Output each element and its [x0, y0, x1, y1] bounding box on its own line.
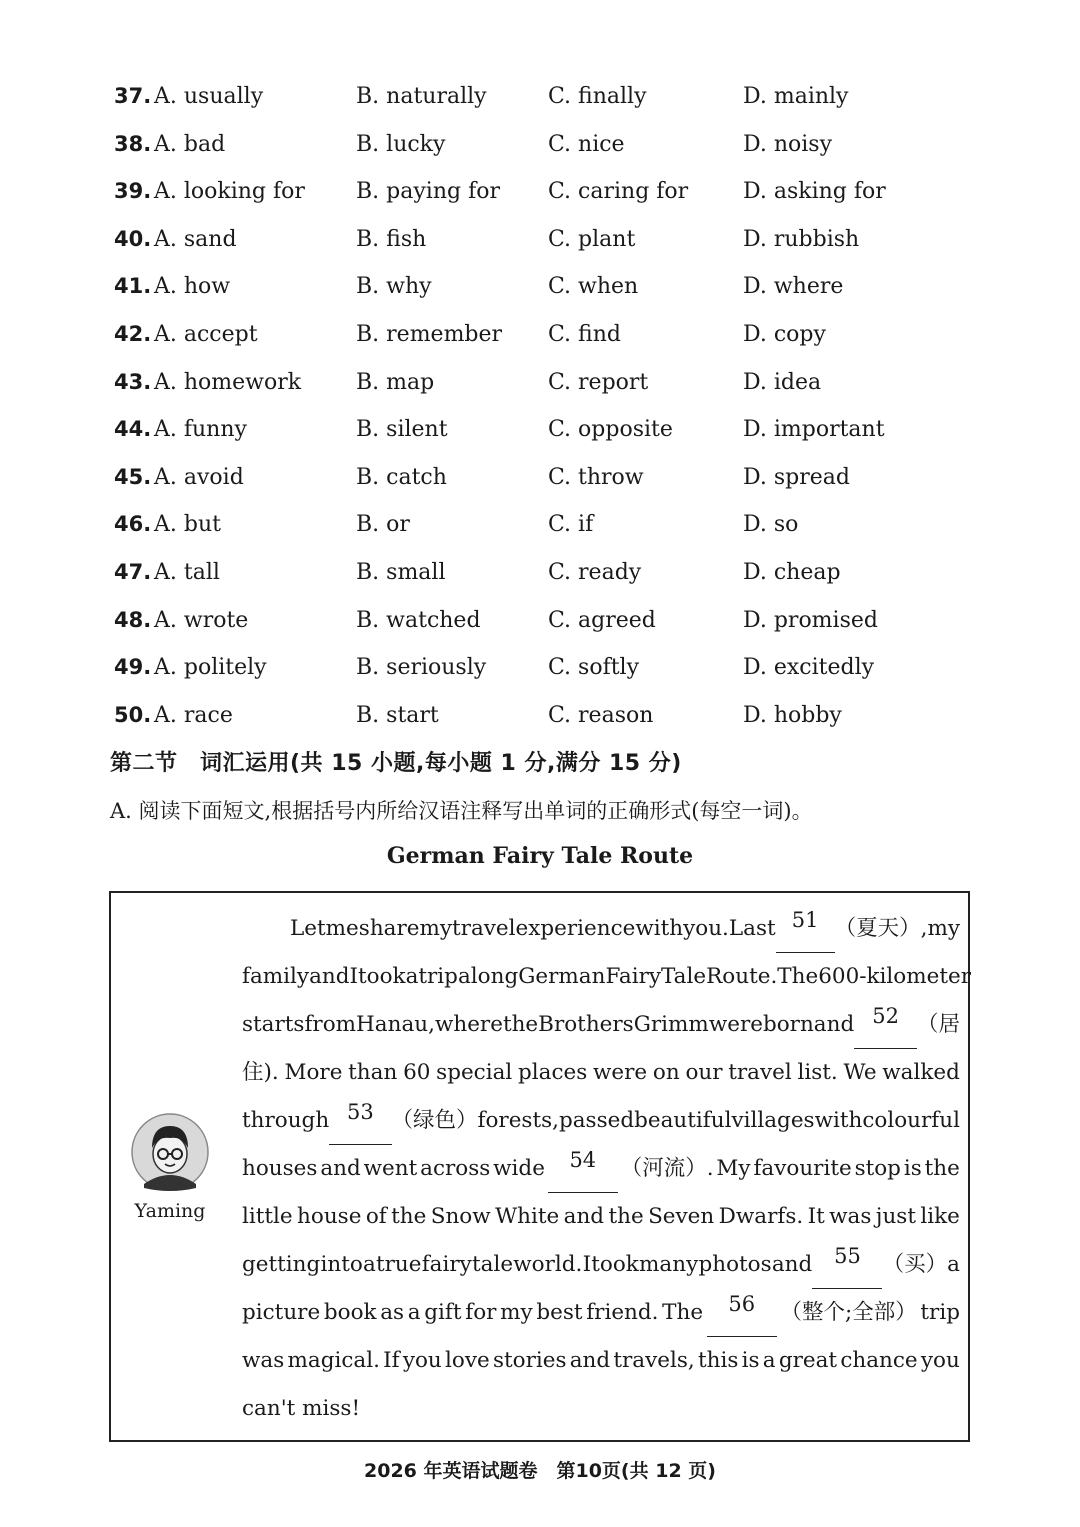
option-c: C. plant [548, 226, 636, 252]
passage-text [242, 905, 971, 1433]
passage-word: the [502, 1012, 539, 1037]
option-d: D. so [743, 512, 799, 538]
passage-word: was [242, 1348, 285, 1373]
avatar-icon [130, 1112, 210, 1192]
passage-word: you. [683, 916, 729, 941]
option-c: C. ready [548, 559, 642, 585]
passage-word: travel [452, 916, 516, 941]
passage-word: gift [424, 1300, 462, 1325]
passage-word: The [662, 1300, 704, 1325]
passage-word: my [500, 1300, 533, 1325]
question-row-45 [114, 459, 994, 507]
passage-line [242, 1097, 960, 1145]
passage-word: can't [242, 1396, 296, 1421]
passage-word: wide [493, 1156, 545, 1181]
option-a: A. funny [154, 417, 247, 443]
passage-word: White [495, 1204, 560, 1229]
passage-word: trip [418, 964, 458, 989]
passage-word: German [518, 964, 606, 989]
passage-word: Last [728, 916, 776, 941]
option-a: A. tall [154, 559, 220, 585]
passage-word: friend. [586, 1300, 659, 1325]
option-d: D. mainly [743, 84, 849, 109]
option-c: C. opposite [548, 417, 673, 443]
passage-word: travels, [613, 1348, 695, 1373]
option-c: C. find [548, 321, 621, 347]
passage-word: 60 [403, 1060, 431, 1085]
passage-word: the [924, 1156, 960, 1181]
option-b: B. naturally [356, 84, 487, 109]
passage-word: this [697, 1348, 739, 1373]
passage-word: on [652, 1060, 680, 1085]
question-number: 38. [114, 131, 152, 156]
passage-word: and [813, 1012, 855, 1037]
section-title: 第二节 词汇运用(共 15 小题,每小题 1 分,满分 15 分) [110, 751, 682, 776]
blank-51: 51 [776, 905, 835, 953]
question-number: 50. [114, 702, 152, 727]
passage-word: 600-kilometer [818, 964, 971, 989]
question-row-37 [114, 78, 994, 126]
passage-line [242, 1001, 960, 1049]
instruction-text: A. 阅读下面短文,根据括号内所给汉语注释写出单词的正确形式(每空一词)。 [110, 799, 813, 823]
passage-word: my [927, 916, 960, 941]
passage-word: and [309, 964, 350, 989]
passage-word: you [402, 1348, 442, 1373]
passage-word: walked [882, 1060, 960, 1085]
passage-line [242, 1337, 960, 1385]
blank-52: 52 [854, 1001, 917, 1049]
option-a: A. but [154, 512, 221, 538]
passage-word: forests, [477, 1108, 559, 1133]
passage-word: The [777, 964, 819, 989]
passage-word: with [814, 1108, 863, 1133]
passage-word: many [639, 1252, 699, 1277]
option-c: C. reason [548, 702, 654, 728]
passage-word: Brothers [538, 1012, 634, 1037]
option-c: C. caring for [548, 179, 689, 205]
passage-word: If [383, 1348, 400, 1373]
option-c: C. if [548, 512, 594, 538]
passage-line [242, 1193, 960, 1241]
passage-word: （夏天）, [834, 916, 928, 941]
question-row-49 [114, 649, 994, 697]
passage-word: 住). [242, 1060, 279, 1085]
question-row-47 [114, 554, 994, 602]
passage-word: beautiful [634, 1108, 732, 1133]
option-c: C. when [548, 274, 639, 300]
question-number: 41. [114, 274, 152, 299]
question-number: 49. [114, 655, 152, 680]
passage-word: We [843, 1060, 877, 1085]
options-list [114, 78, 994, 744]
passage-word: Snow [430, 1204, 491, 1229]
passage-word: tale [472, 1252, 514, 1277]
passage-word: with [635, 916, 684, 941]
option-d: D. excitedly [743, 655, 875, 681]
passage-word: like [920, 1204, 960, 1229]
question-row-42 [114, 316, 994, 364]
passage-word: you [920, 1348, 960, 1373]
option-b: B. fish [356, 226, 427, 252]
question-number: 46. [114, 512, 152, 537]
passage-line [242, 905, 960, 953]
passage-word: world. [513, 1252, 583, 1277]
passage-word: and [320, 1156, 361, 1181]
passage-word: （绿色） [391, 1108, 478, 1133]
option-d: D. important [743, 417, 885, 443]
passage-word: than [348, 1060, 398, 1085]
passage-line [242, 1289, 960, 1337]
option-a: A. how [154, 274, 231, 300]
option-b: B. paying for [356, 179, 500, 205]
passage-word: where [434, 1012, 503, 1037]
passage-word: the [608, 1204, 644, 1229]
passage-word: took [358, 964, 406, 989]
question-number: 39. [114, 179, 152, 204]
question-row-40 [114, 221, 994, 269]
option-b: B. remember [356, 321, 503, 347]
option-d: D. where [743, 274, 844, 300]
passage-word: went [363, 1156, 418, 1181]
question-number: 43. [114, 369, 152, 394]
passage-word: fairy [421, 1252, 472, 1277]
option-a: A. homework [154, 369, 302, 395]
passage-word: took [591, 1252, 639, 1277]
passage-word: and [569, 1348, 611, 1373]
option-b: B. seriously [356, 655, 487, 681]
passage-line [242, 1049, 960, 1097]
passage-word: family [242, 964, 310, 989]
question-number: 42. [114, 321, 152, 346]
option-a: A. bad [154, 131, 226, 157]
passage-word: our [685, 1060, 723, 1085]
passage-word: across [420, 1156, 491, 1181]
option-b: B. watched [356, 607, 481, 633]
passage-word: share [358, 916, 420, 941]
passage-line [242, 1241, 960, 1289]
passage-word: travel [728, 1060, 792, 1085]
passage-word: （居 [916, 1012, 960, 1037]
passage-word: Tale [661, 964, 707, 989]
passage-word: my [419, 916, 453, 941]
passage-word: My [716, 1156, 751, 1181]
passage-word: More [284, 1060, 343, 1085]
passage-word: chance [840, 1348, 918, 1373]
blank-55: 55 [812, 1241, 882, 1289]
option-d: D. promised [743, 607, 878, 633]
passage-word: magical. [287, 1348, 380, 1373]
passage-word: Let [290, 916, 326, 941]
passage-word: the [391, 1204, 427, 1229]
option-d: D. idea [743, 369, 822, 395]
passage-line [242, 953, 971, 1001]
passage-word: born [762, 1012, 814, 1037]
passage-word: Seven [648, 1204, 715, 1229]
option-d: D. asking for [743, 179, 886, 205]
passage-word: into [320, 1252, 363, 1277]
passage-word: is [903, 1156, 922, 1181]
passage-word: picture [242, 1300, 321, 1325]
blank-54: 54 [548, 1145, 618, 1193]
question-row-48 [114, 602, 994, 650]
passage-word: true [376, 1252, 422, 1277]
passage-word: love [445, 1348, 490, 1373]
blank-53: 53 [329, 1097, 391, 1145]
option-b: B. silent [356, 417, 448, 443]
passage-word: houses [242, 1156, 318, 1181]
option-c: C. softly [548, 655, 640, 681]
option-b: B. why [356, 274, 432, 300]
passage-word: was [829, 1204, 872, 1229]
question-row-39 [114, 173, 994, 221]
option-d: D. copy [743, 321, 826, 347]
passage-word: and [771, 1252, 813, 1277]
question-row-44 [114, 411, 994, 459]
question-row-50 [114, 697, 994, 745]
passage-word: Fairy [605, 964, 662, 989]
option-b: B. small [356, 559, 446, 585]
option-a: A. politely [154, 655, 267, 681]
passage-word: for [465, 1300, 497, 1325]
passage-word: starts [242, 1012, 305, 1037]
option-c: C. agreed [548, 607, 656, 633]
avatar-name: Yaming [134, 1200, 206, 1222]
page-footer: 2026 年英语试题卷 第10页(共 12 页) [364, 1460, 716, 1482]
option-d: D. hobby [743, 702, 842, 728]
question-number: 44. [114, 417, 152, 442]
passage-word: Grimm [633, 1012, 709, 1037]
question-row-43 [114, 364, 994, 412]
passage-word: a [762, 1348, 776, 1373]
passage-word: from [304, 1012, 357, 1037]
passage-word: were [708, 1012, 763, 1037]
passage-word: Hanau, [356, 1012, 435, 1037]
passage-word: passed [558, 1108, 635, 1133]
passage-word: as [380, 1300, 405, 1325]
passage-word: book [323, 1300, 377, 1325]
passage-word: stop [854, 1156, 901, 1181]
passage-word: a [407, 1300, 421, 1325]
option-a: A. race [154, 702, 233, 728]
passage-word: Dwarfs. [718, 1204, 804, 1229]
option-b: B. catch [356, 464, 447, 490]
passage-word: a [405, 964, 419, 989]
passage-word: list. [797, 1060, 838, 1085]
option-d: D. cheap [743, 559, 841, 585]
passage-word: stories [492, 1348, 567, 1373]
passage-word: house [297, 1204, 362, 1229]
option-b: B. or [356, 512, 410, 538]
option-a: A. usually [154, 84, 264, 109]
option-c: C. report [548, 369, 649, 395]
passage-word: I [582, 1252, 592, 1277]
option-c: C. nice [548, 131, 625, 157]
option-a: A. avoid [154, 464, 244, 490]
passage-word: through [242, 1108, 330, 1133]
blank-56: 56 [707, 1289, 777, 1337]
question-number: 47. [114, 559, 152, 584]
passage-word: I [349, 964, 358, 989]
question-number: 37. [114, 84, 152, 108]
passage-word: trip [920, 1300, 960, 1325]
passage-word: colourful [862, 1108, 960, 1133]
question-row-38 [114, 126, 994, 174]
passage-word: and [563, 1204, 605, 1229]
passage-word: special [436, 1060, 513, 1085]
question-number: 45. [114, 464, 152, 489]
passage-line [242, 1145, 960, 1193]
passage-word: experience [515, 916, 636, 941]
passage-word: a [362, 1252, 376, 1277]
question-row-46 [114, 506, 994, 554]
option-b: B. map [356, 369, 435, 395]
passage-word: favourite [753, 1156, 852, 1181]
passage-word: photos [698, 1252, 772, 1277]
option-c: C. finally [548, 84, 647, 109]
passage-title: German Fairy Tale Route [386, 843, 694, 869]
passage-word: of [365, 1204, 387, 1229]
passage-word: miss! [302, 1396, 361, 1421]
passage-word: great [778, 1348, 838, 1373]
passage-word: places [518, 1060, 588, 1085]
option-b: B. lucky [356, 131, 446, 157]
passage-word: me [325, 916, 359, 941]
option-a: A. wrote [154, 607, 249, 633]
option-d: D. spread [743, 464, 850, 490]
passage-word: （买）a [882, 1252, 960, 1277]
passage-word: villages [731, 1108, 815, 1133]
option-d: D. noisy [743, 131, 833, 157]
question-row-41 [114, 268, 994, 316]
passage-word: were [593, 1060, 648, 1085]
question-number: 40. [114, 226, 152, 251]
passage-word: （河流）. [620, 1156, 714, 1181]
option-a: A. sand [154, 226, 237, 252]
option-a: A. accept [154, 321, 258, 347]
passage-word: along [457, 964, 519, 989]
passage-word: is [741, 1348, 760, 1373]
passage-word: just [875, 1204, 916, 1229]
passage-word: little [242, 1204, 293, 1229]
passage-word: getting [242, 1252, 321, 1277]
option-c: C. throw [548, 464, 644, 490]
option-b: B. start [356, 702, 439, 728]
option-a: A. looking for [154, 179, 305, 205]
option-d: D. rubbish [743, 226, 860, 252]
passage-word: best [536, 1300, 583, 1325]
passage-word: （整个;全部） [780, 1300, 917, 1325]
passage-word: Route. [706, 964, 778, 989]
question-number: 48. [114, 607, 152, 632]
passage-word: It [807, 1204, 825, 1229]
passage-line [242, 1385, 960, 1433]
